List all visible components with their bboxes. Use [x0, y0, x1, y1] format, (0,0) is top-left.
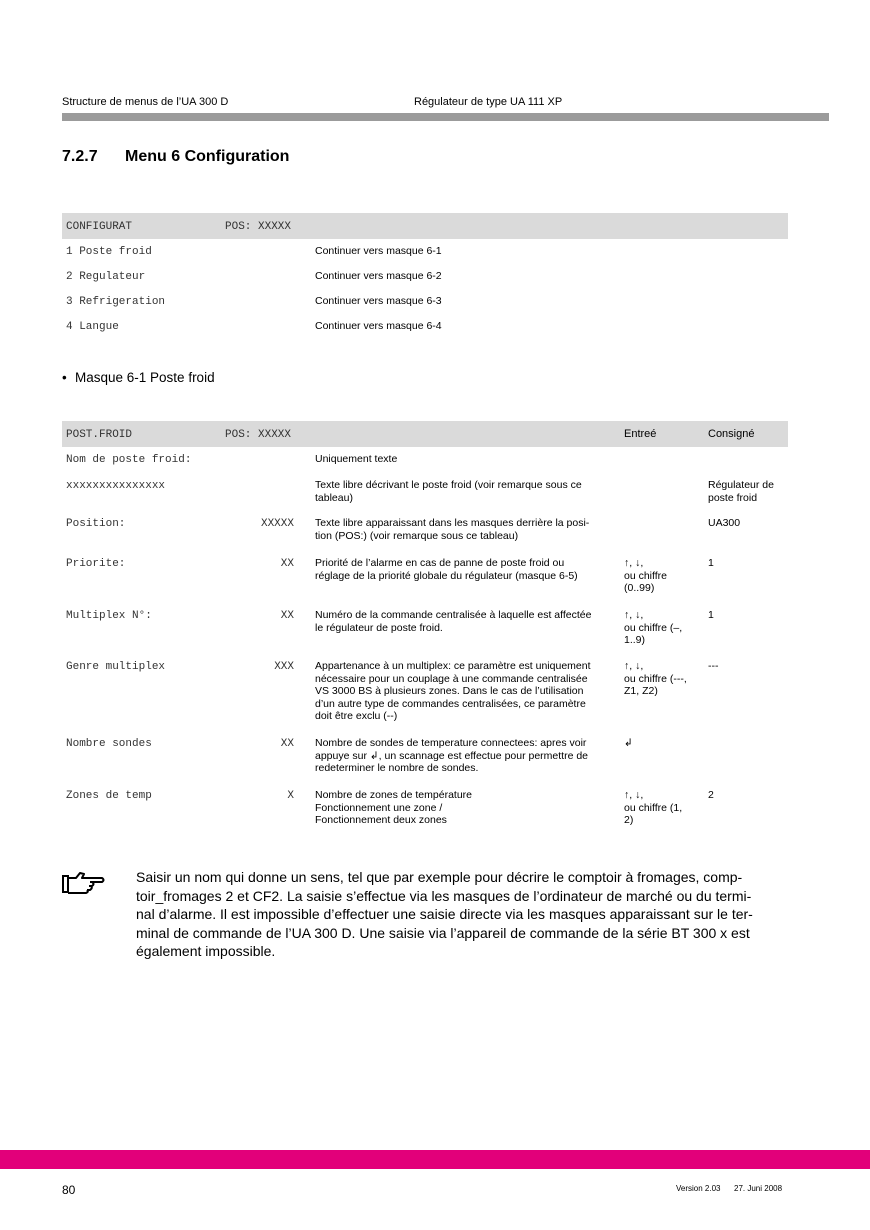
page-number: 80: [62, 1183, 76, 1197]
post-row-item: Nom de poste froid:: [66, 454, 192, 466]
post-row-item: Position:: [66, 518, 126, 530]
post-row-item: Genre multiplex: [66, 661, 166, 673]
post-row-value: XXX: [274, 661, 294, 673]
post-row-setpoint: 2: [708, 789, 714, 801]
post-row-entry: ↑, ↓, ou chiffre (0..99): [624, 557, 667, 594]
post-row-value: XX: [280, 738, 294, 750]
post-row-setpoint: 1: [708, 557, 714, 569]
post-row-entry: ↑, ↓, ou chiffre (–, 1..9): [624, 609, 683, 646]
post-row-value: XX: [280, 610, 294, 622]
header-left-title: Structure de menus de l’UA 300 D: [62, 96, 229, 108]
config-head-col1: CONFIGURAT: [66, 221, 133, 233]
pointing-hand-icon: [62, 870, 106, 896]
post-row-entry: ↲: [624, 737, 633, 749]
config-row-item: 4 Langue: [66, 321, 119, 333]
post-row-desc: Priorité de l’alarme en cas de panne de poste froid ou réglage de la priorité globale du régulateur (masque 6-5): [315, 557, 578, 582]
post-row-item: Multiplex N°:: [66, 610, 152, 622]
post-row-setpoint: Régulateur de poste froid: [708, 479, 774, 504]
note-paragraph: Saisir un nom qui donne un sens, tel que par exemple pour décrire le comptoir à fromages, comp- toir_fromages 2 et CF2. La saisie s’effectue via les masques de l’ordinateur de marché ou du termi- nal d’alarme. Il est impossible d’effectuer une saisie directe via les masques apparaissant sur le ter- minal de commande de l’UA 300 D. Une saisie via l’appareil de commande de la série BT 300 x est également impossible.: [136, 869, 753, 959]
post-row-setpoint: ---: [708, 660, 719, 672]
post-row-desc: Texte libre décrivant le poste froid (voir remarque sous ce tableau): [315, 479, 582, 504]
post-head-col2: POS: XXXXX: [225, 429, 292, 441]
post-row-desc: Nombre de sondes de temperature connectees: apres voir appuye sur ↲, un scannage est effectue pour permettre de redeterminer le nombre de sondes.: [315, 737, 589, 774]
post-row-value: XXXXX: [260, 518, 294, 530]
post-row-desc: Appartenance à un multiplex: ce paramètre est uniquement nécessaire pour un couplage à une commande centralisée VS 3000 BS à plusieurs zones. Dans le cas de l’utilisation d’un autre type de commandes centralisées, ce paramètre doit être exclu (--): [315, 660, 591, 722]
post-row-entry: ↑, ↓, ou chiffre (---, Z1, Z2): [624, 660, 687, 697]
config-row-item: 3 Refrigeration: [66, 296, 166, 308]
footer-bar: [0, 1150, 870, 1169]
footer-version: Version 2.03: [676, 1184, 721, 1193]
post-row-entry: ↑, ↓, ou chiffre (1, 2): [624, 789, 683, 826]
post-row-desc: Uniquement texte: [315, 453, 398, 465]
post-row-item: xxxxxxxxxxxxxxx: [66, 480, 166, 492]
config-table-header: [62, 213, 788, 239]
post-row-desc: Texte libre apparaissant dans les masques derrière la posi- tion (POS:) (voir remarque sous ce tableau): [315, 517, 590, 542]
bullet-dot: •: [62, 370, 67, 385]
post-head-setpoint: Consigné: [708, 428, 755, 440]
post-row-item: Priorite:: [66, 558, 126, 570]
post-row-desc: Nombre de zones de température Fonctionnement une zone / Fonctionnement deux zones: [315, 789, 473, 826]
section-number: 7.2.7: [62, 148, 98, 165]
post-row-setpoint: 1: [708, 609, 714, 621]
section-title: Menu 6 Configuration: [125, 148, 290, 165]
config-row-desc: Continuer vers masque 6-2: [315, 270, 442, 282]
config-row-item: 2 Regulateur: [66, 271, 146, 283]
config-head-col2: POS: XXXXX: [225, 221, 292, 233]
footer-date: 27. Juni 2008: [734, 1184, 783, 1193]
post-row-value: X: [287, 790, 294, 802]
header-rule: [62, 113, 829, 121]
post-row-setpoint: UA300: [708, 517, 741, 529]
config-row-item: 1 Poste froid: [66, 246, 152, 258]
config-row-desc: Continuer vers masque 6-3: [315, 295, 442, 307]
post-row-item: Zones de temp: [66, 790, 152, 802]
post-row-item: Nombre sondes: [66, 738, 152, 750]
config-row-desc: Continuer vers masque 6-4: [315, 320, 442, 332]
post-row-desc: Numéro de la commande centralisée à laquelle est affectée le régulateur de poste froid.: [315, 609, 592, 634]
header-center-title: Régulateur de type UA 111 XP: [414, 96, 563, 108]
config-row-desc: Continuer vers masque 6-1: [315, 245, 442, 257]
post-row-value: XX: [280, 558, 294, 570]
bullet-heading: Masque 6-1 Poste froid: [75, 370, 215, 385]
post-table-header: [62, 421, 788, 447]
post-head-col1: POST.FROID: [66, 429, 133, 441]
post-head-entry: Entreé: [624, 428, 657, 440]
